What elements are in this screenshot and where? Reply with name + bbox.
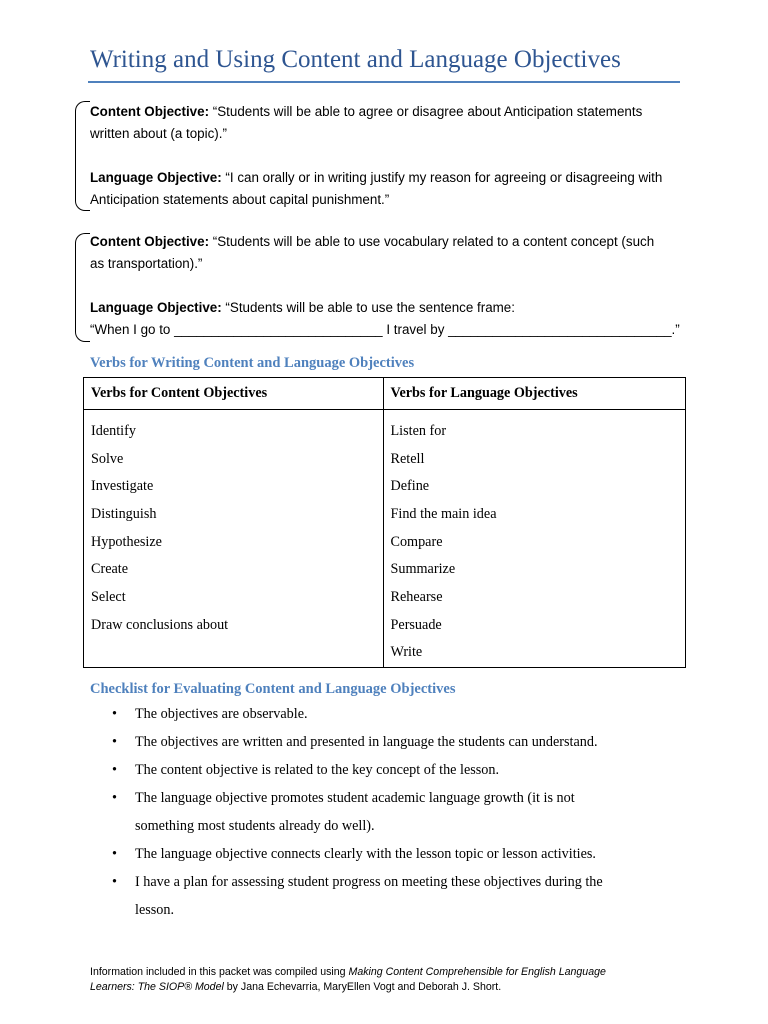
- checklist-item-text: The objectives are observable.: [135, 706, 308, 722]
- content-verb-cell: Draw conclusions about: [84, 612, 384, 640]
- checklist-item: [90, 700, 690, 728]
- verbs-heading: Verbs for Writing Content and Language Objectives: [90, 355, 415, 371]
- checklist-item: [90, 756, 690, 784]
- title-underline: [88, 81, 680, 83]
- table-row: [84, 639, 686, 667]
- objective-block-1: [90, 101, 662, 211]
- checklist-item-text: I have a plan for assessing student progress on meeting these objectives during the: [135, 874, 603, 890]
- objective-bracket-2: [75, 233, 90, 342]
- language-verb-cell: Summarize: [383, 556, 686, 584]
- verbs-table: [83, 377, 686, 668]
- checklist-item: [90, 840, 690, 868]
- language-objective-2-line1: Language Objective: “Students will be able to use the sentence frame:: [90, 300, 515, 315]
- language-verb-cell: Retell: [383, 446, 686, 474]
- content-verb-cell: [84, 639, 384, 667]
- checklist-heading: Checklist for Evaluating Content and Language Objectives: [90, 681, 456, 697]
- table-row: [84, 446, 686, 474]
- bullet-icon: •: [112, 734, 117, 750]
- column-header: Verbs for Language Objectives: [383, 378, 686, 410]
- table-row: [84, 556, 686, 584]
- table-row: [84, 501, 686, 529]
- language-verb-cell: Listen for: [383, 410, 686, 446]
- checklist-item-text: The objectives are written and presented in language the students can understand.: [135, 734, 598, 750]
- checklist-item-text: The language objective promotes student academic language growth (it is not: [135, 790, 575, 806]
- language-objective-label: Language Objective:: [90, 170, 222, 185]
- language-objective-label: Language Objective:: [90, 300, 222, 315]
- content-verb-cell: Select: [84, 584, 384, 612]
- table-row: [84, 529, 686, 557]
- checklist-item-text: something most students already do well).: [135, 818, 375, 834]
- content-verb-cell: Investigate: [84, 473, 384, 501]
- footer-citation: [90, 965, 606, 995]
- table-row: [84, 410, 686, 446]
- content-objective-1-line2: written about (a topic).”: [90, 126, 227, 141]
- language-objective-1-line1: Language Objective: “I can orally or in writing justify my reason for agreeing or disagreeing with: [90, 170, 663, 185]
- table-row: [84, 584, 686, 612]
- content-objective-1-line1: Content Objective: “Students will be able to agree or disagree about Anticipation statements: [90, 104, 643, 119]
- table-header-row: [84, 378, 686, 410]
- bullet-icon: •: [112, 762, 117, 778]
- content-verb-cell: Create: [84, 556, 384, 584]
- table-row: [84, 473, 686, 501]
- bullet-icon: •: [112, 790, 117, 806]
- content-objective-2-line2: as transportation).”: [90, 256, 203, 271]
- checklist: [90, 700, 690, 924]
- bullet-icon: •: [112, 846, 117, 862]
- objective-block-2: [90, 231, 680, 341]
- language-verb-cell: Find the main idea: [383, 501, 686, 529]
- checklist-item: [90, 868, 690, 924]
- column-header: Verbs for Content Objectives: [84, 378, 384, 410]
- checklist-item-text: The language objective connects clearly with the lesson topic or lesson activities.: [135, 846, 596, 862]
- checklist-item: [90, 784, 690, 840]
- content-verb-cell: Hypothesize: [84, 529, 384, 557]
- page-title: Writing and Using Content and Language Objectives: [90, 46, 621, 73]
- language-objective-2-line2: “When I go to ____________________________ I travel by ______________________________.”: [90, 322, 680, 337]
- footer-line-1: Information included in this packet was compiled using Making Content Comprehensible for English Language: [90, 966, 606, 978]
- bullet-icon: •: [112, 706, 117, 722]
- footer-line-2: Learners: The SIOP® Model by Jana Echevarria, MaryEllen Vogt and Deborah J. Short.: [90, 981, 502, 993]
- language-verb-cell: Compare: [383, 529, 686, 557]
- checklist-item-text: The content objective is related to the key concept of the lesson.: [135, 762, 500, 778]
- content-verb-cell: Distinguish: [84, 501, 384, 529]
- language-verb-cell: Define: [383, 473, 686, 501]
- objective-bracket-1: [75, 101, 90, 211]
- language-verb-cell: Rehearse: [383, 584, 686, 612]
- language-verb-cell: Write: [383, 639, 686, 667]
- content-verb-cell: Identify: [84, 410, 384, 446]
- content-objective-label: Content Objective:: [90, 234, 210, 249]
- language-objective-1-line2: Anticipation statements about capital punishment.”: [90, 192, 390, 207]
- content-verb-cell: Solve: [84, 446, 384, 474]
- checklist-item: [90, 728, 690, 756]
- content-objective-2-line1: Content Objective: “Students will be able to use vocabulary related to a content concept (such: [90, 234, 655, 249]
- bullet-icon: •: [112, 874, 117, 890]
- checklist-item-text: lesson.: [135, 902, 175, 918]
- content-objective-label: Content Objective:: [90, 104, 210, 119]
- verbs-table-body: [84, 410, 686, 668]
- table-row: [84, 612, 686, 640]
- language-verb-cell: Persuade: [383, 612, 686, 640]
